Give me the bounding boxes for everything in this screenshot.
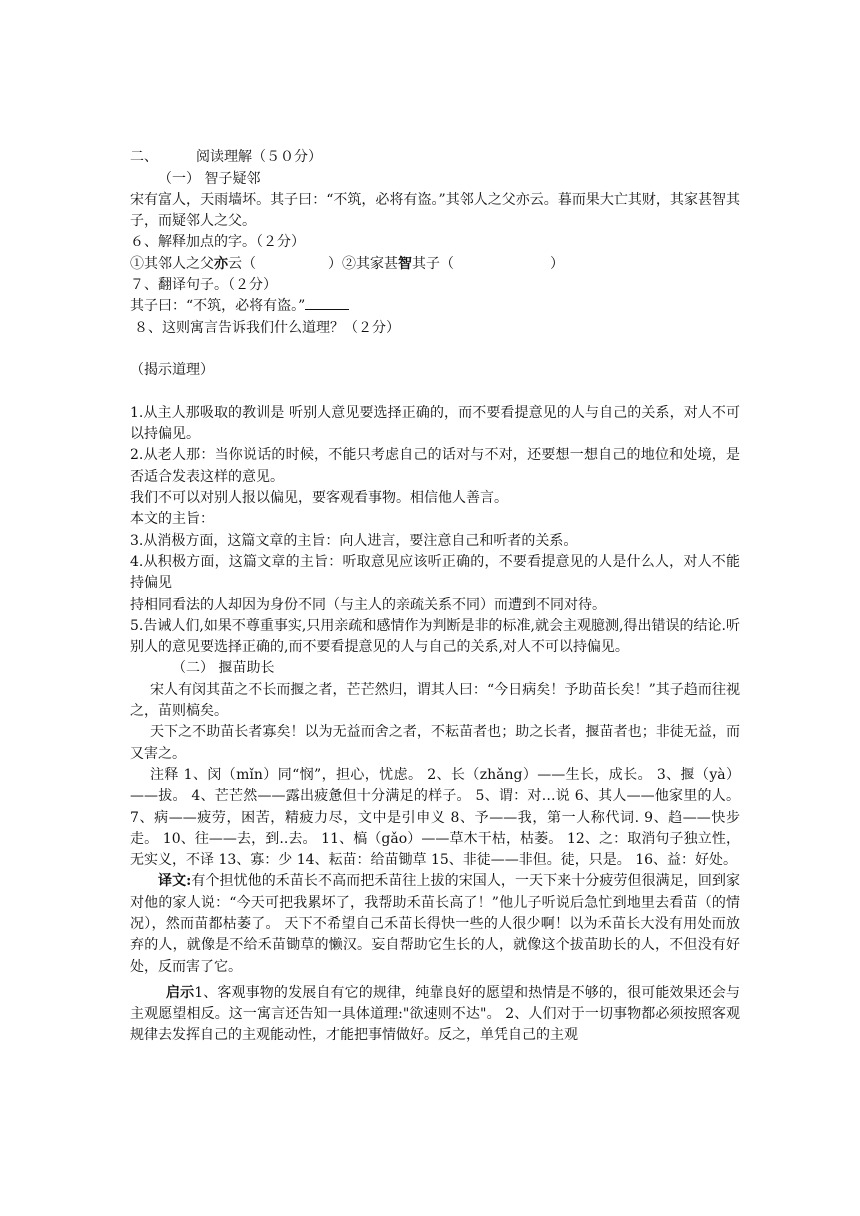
part1-heading: （一） 智子疑邻 xyxy=(158,170,261,187)
lesson-3: 3.从消极方面，这篇文章的主旨：向人进言，要注意自己和听者的关系。 xyxy=(130,532,578,549)
lesson-5: 5.告诫人们,如果不尊重事实,只用亲疏和感情作为判断是非的标准,就会主观臆测,得出错误的结论.听别人的意见要选择正确的,而不要看提意见的人与自己的关系,对人不可以持偏见。 xyxy=(130,617,740,656)
q6-b-suffix: 其子（ xyxy=(412,255,454,272)
q6-close-paren: ） xyxy=(550,255,564,272)
lesson-1: 1.从主人那吸取的教训是 听别人意见要选择正确的，而不要看提意见的人与自己的关系，对人不可以持偏见。 xyxy=(130,404,740,443)
translation-text: 有个担忧他的禾苗长不高而把禾苗往上拔的宋国人，一天下来十分疲劳但很满足，回到家对他的家人说：“今天可把我累坏了，我帮助禾苗长高了！”他儿子听说后急忙到地里去看苗（的情况），然而苗都枯萎了。 天下不希望自己禾苗长得快一些的人很少啊！以为禾苗长大没有用处而放弃的人，就像是不给禾苗锄草的懒汉。妄自帮助它生长的人，就像这个拔苗助长的人，不但没有好处，反而害了它。 xyxy=(130,873,741,975)
part2-notes: 注释 1、闵（mǐn）同“悯”，担心，忧虑。 2、长（zhǎng）——生长，成长。 3、揠（yà）——拔。 4、芒芒然——露出疲惫但十分满足的样子。 5、谓：对…说 6、其人——他家里的人。 7、病——疲劳，困苦，精疲力尽，文中是引申义 8、予——我，第一人称代词. 9、趋——快步走。 10、往——去，到..去。 11、槁（gǎo）——草木干枯，枯萎。 12、之：取消句子独立性，无实义，不译 13、寡：少 14、耘苗：给苗锄草 15、非徒——非但。徒，只是。 16、益：好处。 xyxy=(130,766,740,869)
document-page xyxy=(130,126,740,1047)
q6-b-dotted-char: 智 xyxy=(398,255,412,272)
answer-blank xyxy=(305,296,349,310)
question-7: ７、翻译句子。（２分） xyxy=(130,277,277,294)
part1-story: 宋有富人，天雨墙坏。其子曰：“不筑，必将有盗。”其邻人之父亦云。暮而果大亡其财，其家甚智其子，而疑邻人之父。 xyxy=(130,191,740,230)
translation-paragraph xyxy=(130,871,740,977)
q6-a-dotted-char: 亦 xyxy=(214,255,228,272)
q6-a-prefix: ①其邻人之父 xyxy=(130,255,214,272)
lesson-4: 4.从积极方面，这篇文章的主旨：听取意见应该听正确的，不要看提意见的人是什么人，对人不能持偏见 xyxy=(130,553,740,592)
question-6-blanks xyxy=(130,254,740,275)
section-number: 二、 xyxy=(130,149,158,166)
section-title: 阅读理解（５０分） xyxy=(196,149,322,166)
lesson-4-continued: 持相同看法的人却因为身份不同（与主人的亲疏关系不同）而遭到不同对待。 xyxy=(130,596,606,613)
insight-label: 启示 xyxy=(166,984,195,1001)
insight-text: 1、客观事物的发展自有它的规律，纯靠良好的愿望和热情是不够的，很可能效果还会与主观愿望相反。这一寓言还告知一具体道理:"欲速则不达"。 2、人们对于一切事物都必须按照客观规律去发挥自己的主观能动性，才能把事情做好。反之，单凭自己的主观 xyxy=(130,984,741,1044)
part2-story-p1: 宋人有闵其苗之不长而揠之者，芒芒然归，谓其人曰：“今日病矣！予助苗长矣！”其子趋而往视之，苗则槁矣。 xyxy=(130,681,740,720)
summary-line: 我们不可以对别人报以偏见，要客观看事物。相信他人善言。 xyxy=(130,490,508,507)
q6-a-suffix: 云（ xyxy=(228,255,256,272)
lesson-2: 2.从老人那：当你说话的时候，不能只考虑自己的话对与不对，还要想一想自己的地位和处境，是否适合发表这样的意见。 xyxy=(130,447,740,485)
reveal-label: （揭示道理） xyxy=(130,362,214,379)
theme-label: 本文的主旨： xyxy=(130,511,214,528)
part2-story-p2: 天下之不助苗长者寡矣！以为无益而舍之者，不耘苗者也；助之长者，揠苗者也；非徒无益，而又害之。 xyxy=(130,724,740,762)
section-heading xyxy=(130,147,740,168)
insight-paragraph xyxy=(130,983,740,1047)
q7-sentence-text: 其子曰：“不筑，必将有盗。” xyxy=(130,298,306,315)
question-7-sentence xyxy=(130,296,740,317)
question-8: ８、这则寓言告诉我们什么道理？（２分） xyxy=(134,319,400,336)
part2-heading: （二） 揠苗助长 xyxy=(172,660,275,677)
translation-label: 译文: xyxy=(158,873,192,890)
q6-b-prefix: ）②其家甚 xyxy=(328,255,398,272)
question-6: ６、解释加点的字。（２分） xyxy=(130,234,305,251)
